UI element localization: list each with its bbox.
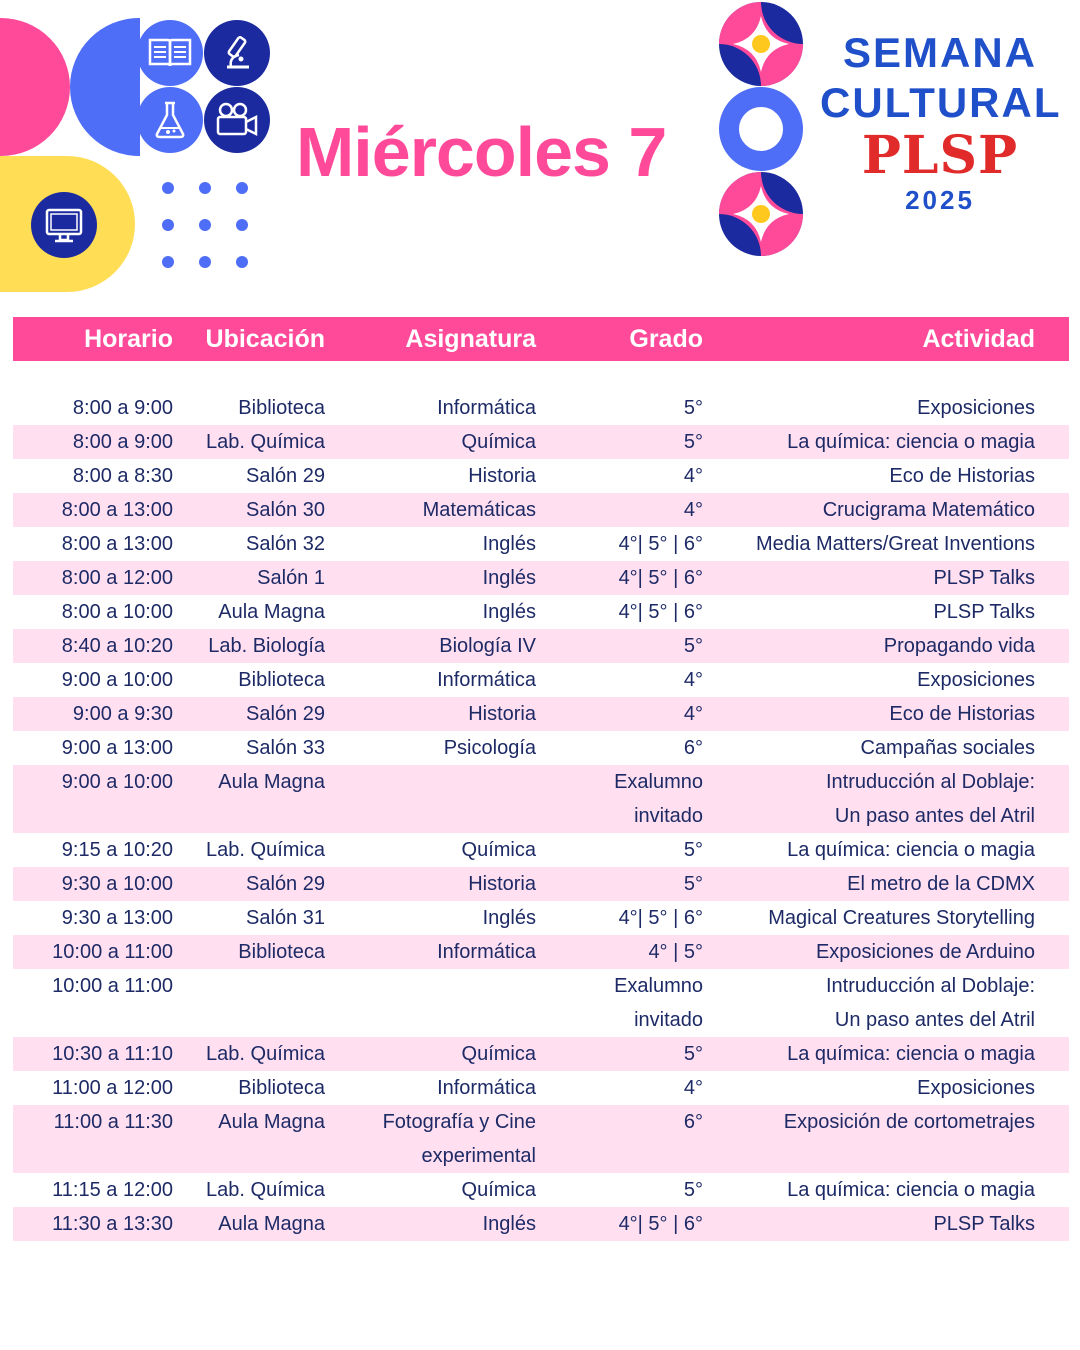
cell-asignatura: Psicología xyxy=(443,736,536,759)
cell-ubicacion: Lab. Química xyxy=(206,838,325,861)
table-row xyxy=(13,935,1069,969)
cell-ubicacion: Salón 1 xyxy=(257,566,325,589)
table-row xyxy=(13,867,1069,901)
cell-grado: 5° xyxy=(683,872,703,895)
table-row xyxy=(13,1037,1069,1071)
header-grado: Grado xyxy=(629,324,703,353)
cell-grado: 6° xyxy=(683,736,703,759)
table-row xyxy=(13,1139,1069,1173)
cell-horario: 11:15 a 12:00 xyxy=(52,1178,173,1201)
schedule-table xyxy=(13,317,1069,1241)
cell-grado: 5° xyxy=(683,1042,703,1065)
video-camera-icon xyxy=(204,87,270,153)
table-header xyxy=(13,317,1069,361)
header-asignatura: Asignatura xyxy=(405,324,536,353)
cell-horario: 9:00 a 9:30 xyxy=(72,702,173,725)
cell-actividad: Exposiciones xyxy=(917,1076,1035,1099)
cell-grado: invitado xyxy=(634,804,703,827)
table-row xyxy=(13,629,1069,663)
table-body xyxy=(13,391,1069,1241)
cell-asignatura: Matemáticas xyxy=(422,498,536,521)
table-row xyxy=(13,425,1069,459)
monitor-icon xyxy=(31,192,97,258)
table-row xyxy=(13,1071,1069,1105)
cell-grado: 4° xyxy=(683,702,703,725)
cell-asignatura: Biología IV xyxy=(439,634,536,657)
cell-horario: 8:00 a 8:30 xyxy=(72,464,173,487)
cell-horario: 8:00 a 13:00 xyxy=(61,532,173,555)
cell-grado: 5° xyxy=(683,396,703,419)
cell-asignatura: Inglés xyxy=(482,1212,536,1235)
cell-actividad: La química: ciencia o magia xyxy=(787,1042,1035,1065)
cell-grado: 4°| 5° | 6° xyxy=(618,600,703,623)
table-row xyxy=(13,1173,1069,1207)
cell-horario: 8:00 a 12:00 xyxy=(61,566,173,589)
table-row xyxy=(13,765,1069,799)
decor-dot-grid xyxy=(150,170,260,280)
cell-ubicacion: Salón 30 xyxy=(246,498,325,521)
cell-asignatura: Fotografía y Cine xyxy=(382,1110,536,1133)
cell-ubicacion: Aula Magna xyxy=(218,600,325,623)
cell-horario: 8:00 a 9:00 xyxy=(72,430,173,453)
cell-asignatura: Inglés xyxy=(482,600,536,623)
cell-asignatura: Historia xyxy=(468,702,536,725)
header-actividad: Actividad xyxy=(922,324,1035,353)
cell-ubicacion: Salón 29 xyxy=(246,872,325,895)
cell-ubicacion: Aula Magna xyxy=(218,770,325,793)
brand-line-cultural: CULTURAL xyxy=(820,79,1062,126)
brand-year: 2025 xyxy=(905,185,975,215)
table-row xyxy=(13,595,1069,629)
cell-asignatura: Informática xyxy=(437,668,536,691)
cell-actividad: Exposiciones xyxy=(917,668,1035,691)
cell-horario: 9:00 a 10:00 xyxy=(61,770,173,793)
cell-actividad: Exposición de cortometrajes xyxy=(783,1110,1035,1133)
cell-ubicacion: Biblioteca xyxy=(238,940,325,963)
cell-actividad: Magical Creatures Storytelling xyxy=(768,906,1035,929)
cell-actividad: Intruducción al Doblaje: xyxy=(825,770,1035,793)
table-row xyxy=(13,1105,1069,1139)
cell-ubicacion: Biblioteca xyxy=(238,1076,325,1099)
cell-horario: 11:00 a 12:00 xyxy=(52,1076,173,1099)
table-row xyxy=(13,901,1069,935)
cell-horario: 11:00 a 11:30 xyxy=(53,1110,173,1133)
cell-grado: 4° xyxy=(683,464,703,487)
book-icon xyxy=(137,20,203,86)
cell-actividad: Crucigrama Matemático xyxy=(822,498,1035,521)
cell-actividad: Exposiciones de Arduino xyxy=(815,940,1035,963)
cell-grado: 6° xyxy=(683,1110,703,1133)
cell-grado: invitado xyxy=(634,1008,703,1031)
semana-cultural-emblem xyxy=(718,2,808,258)
table-row xyxy=(13,969,1069,1003)
cell-grado: 4° | 5° xyxy=(648,940,703,963)
table-row xyxy=(13,527,1069,561)
table-spacer xyxy=(13,361,1069,391)
table-row xyxy=(13,1207,1069,1241)
table-row xyxy=(13,459,1069,493)
header-ubicacion: Ubicación xyxy=(205,324,325,353)
cell-grado: 4°| 5° | 6° xyxy=(618,906,703,929)
cell-asignatura: Informática xyxy=(437,396,536,419)
cell-asignatura: Informática xyxy=(437,1076,536,1099)
cell-actividad: PLSP Talks xyxy=(933,566,1035,589)
cell-actividad: Exposiciones xyxy=(917,396,1035,419)
table-row xyxy=(13,1003,1069,1037)
cell-asignatura: Química xyxy=(461,1042,536,1065)
cell-grado: 4° xyxy=(683,1076,703,1099)
cell-horario: 9:15 a 10:20 xyxy=(61,838,173,861)
table-row xyxy=(13,561,1069,595)
cell-ubicacion: Lab. Biología xyxy=(208,634,325,657)
cell-actividad: Eco de Historias xyxy=(889,464,1035,487)
cell-asignatura: Inglés xyxy=(482,906,536,929)
decor-pink-half-circle xyxy=(0,18,70,156)
cell-actividad: La química: ciencia o magia xyxy=(787,1178,1035,1201)
cell-grado: 5° xyxy=(683,634,703,657)
table-row xyxy=(13,391,1069,425)
cell-ubicacion: Lab. Química xyxy=(206,430,325,453)
cell-horario: 11:30 a 13:30 xyxy=(52,1212,173,1235)
table-row xyxy=(13,697,1069,731)
decor-blue-half-circle xyxy=(70,18,140,156)
cell-actividad: PLSP Talks xyxy=(933,1212,1035,1235)
cell-horario: 9:00 a 10:00 xyxy=(61,668,173,691)
cell-horario: 10:30 a 11:10 xyxy=(52,1042,173,1065)
cell-asignatura: Historia xyxy=(468,872,536,895)
flask-icon xyxy=(137,87,203,153)
cell-ubicacion: Lab. Química xyxy=(206,1178,325,1201)
cell-horario: 9:30 a 10:00 xyxy=(61,872,173,895)
cell-actividad: Propagando vida xyxy=(883,634,1035,657)
cell-ubicacion: Aula Magna xyxy=(218,1110,325,1133)
cell-actividad: Intruducción al Doblaje: xyxy=(825,974,1035,997)
cell-grado: 4°| 5° | 6° xyxy=(618,566,703,589)
cell-actividad: La química: ciencia o magia xyxy=(787,430,1035,453)
page-title: Miércoles 7 xyxy=(296,113,667,191)
cell-horario: 9:00 a 13:00 xyxy=(61,736,173,759)
cell-grado: 5° xyxy=(683,430,703,453)
cell-horario: 10:00 a 11:00 xyxy=(52,974,173,997)
cell-asignatura: Química xyxy=(461,838,536,861)
cell-actividad: PLSP Talks xyxy=(933,600,1035,623)
table-row xyxy=(13,731,1069,765)
cell-grado: 5° xyxy=(683,1178,703,1201)
table-row xyxy=(13,493,1069,527)
cell-asignatura: Inglés xyxy=(482,532,536,555)
cell-actividad: Un paso antes del Atril xyxy=(834,804,1035,827)
cell-grado: 4°| 5° | 6° xyxy=(618,532,703,555)
cell-actividad: La química: ciencia o magia xyxy=(787,838,1035,861)
cell-actividad: Media Matters/Great Inventions xyxy=(755,532,1035,555)
cell-asignatura: Química xyxy=(461,1178,536,1201)
cell-horario: 9:30 a 13:00 xyxy=(61,906,173,929)
brand-line-plsp: PLSP xyxy=(861,125,1019,186)
cell-horario: 10:00 a 11:00 xyxy=(52,940,173,963)
cell-asignatura: Informática xyxy=(437,940,536,963)
cell-grado: 4°| 5° | 6° xyxy=(618,1212,703,1235)
cell-ubicacion: Biblioteca xyxy=(238,396,325,419)
cell-asignatura: Química xyxy=(461,430,536,453)
cell-actividad: Campañas sociales xyxy=(860,736,1035,759)
cell-horario: 8:00 a 13:00 xyxy=(61,498,173,521)
cell-grado: 4° xyxy=(683,668,703,691)
cell-actividad: Un paso antes del Atril xyxy=(834,1008,1035,1031)
cell-ubicacion: Biblioteca xyxy=(238,668,325,691)
cell-actividad: Eco de Historias xyxy=(889,702,1035,725)
cell-ubicacion: Salón 32 xyxy=(246,532,325,555)
cell-ubicacion: Aula Magna xyxy=(218,1212,325,1235)
table-row xyxy=(13,663,1069,697)
cell-horario: 8:00 a 10:00 xyxy=(61,600,173,623)
cell-grado: Exalumno xyxy=(614,974,703,997)
header-horario: Horario xyxy=(84,324,173,353)
cell-actividad: El metro de la CDMX xyxy=(847,872,1035,895)
cell-ubicacion: Salón 29 xyxy=(246,702,325,725)
cell-ubicacion: Salón 29 xyxy=(246,464,325,487)
brand-line-semana: SEMANA xyxy=(842,29,1037,76)
cell-asignatura: Historia xyxy=(468,464,536,487)
cell-asignatura: Inglés xyxy=(482,566,536,589)
cell-grado: 4° xyxy=(683,498,703,521)
cell-ubicacion: Salón 33 xyxy=(246,736,325,759)
cell-asignatura: experimental xyxy=(421,1144,536,1167)
cell-grado: Exalumno xyxy=(614,770,703,793)
microscope-icon xyxy=(204,20,270,86)
table-row xyxy=(13,833,1069,867)
cell-horario: 8:40 a 10:20 xyxy=(61,634,173,657)
table-row xyxy=(13,799,1069,833)
cell-ubicacion: Salón 31 xyxy=(246,906,325,929)
cell-ubicacion: Lab. Química xyxy=(206,1042,325,1065)
brand-block xyxy=(820,28,1060,216)
cell-horario: 8:00 a 9:00 xyxy=(72,396,173,419)
cell-grado: 5° xyxy=(683,838,703,861)
